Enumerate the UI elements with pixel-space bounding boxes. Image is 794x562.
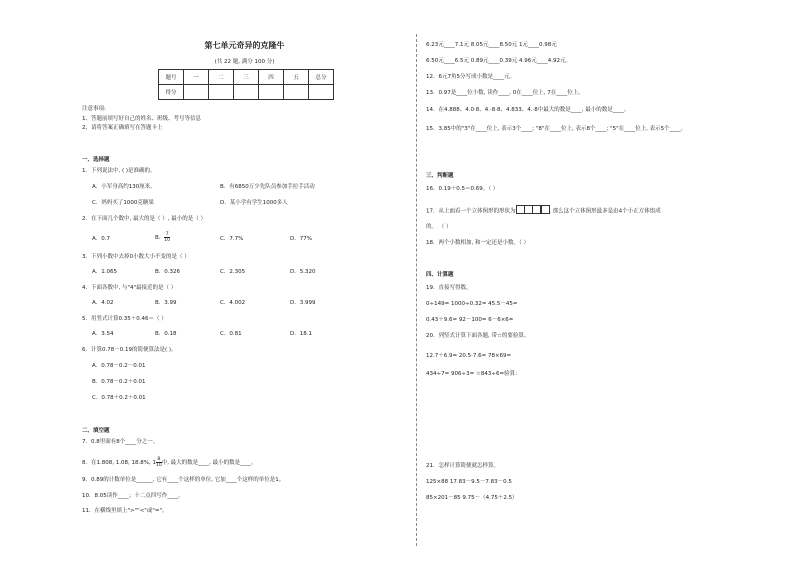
question-11: 11．在横线里填上">""<"或"="。	[82, 508, 168, 514]
page-subtitle: (共 22 题, 满分 100 分)	[214, 59, 275, 65]
question-15: 15．3.85中的"3"在____位上, 表示3个____; "8"在____位上, 表示8个____; "5"在____位上, 表示5个____。	[426, 126, 687, 132]
score-header-cell: 四	[259, 70, 284, 85]
question-18: 18．两个小数相加, 和一定还是小数。（ ）	[426, 240, 529, 246]
option-a[interactable]: A．0.7	[92, 236, 111, 242]
score-header-cell: 五	[284, 70, 309, 85]
score-header-cell: 一	[184, 70, 209, 85]
question-17-tail: 的。 （ ）	[426, 224, 452, 230]
compare-row-1: 6.23元____7.1元 8.05元____8.50元 1元____0.98元	[426, 42, 557, 48]
option-d[interactable]: D．5.320	[290, 269, 316, 275]
score-cell[interactable]	[234, 85, 259, 100]
option-b[interactable]: B．0.326	[155, 269, 181, 275]
question-16: 16．0.19＋0.5＝0.69。（ ）	[426, 186, 499, 192]
option-b[interactable]: B．0.18	[155, 331, 177, 337]
option-a[interactable]: A．小军身高约130厘米。	[92, 184, 156, 190]
score-cell[interactable]	[259, 85, 284, 100]
score-header-row	[159, 70, 334, 85]
section-heading-choice: 一、选择题	[82, 157, 110, 163]
column-divider	[416, 34, 417, 546]
notice-heading: 注意事项:	[82, 106, 106, 112]
question-19: 19．直接写得数。	[426, 285, 472, 291]
calc-row: 0.43＋9.6= 92－100= 6－6×6=	[426, 317, 514, 323]
question-8-suffix: 中, 最大的数是____, 最小的数是____。	[161, 460, 257, 466]
question-13: 13．0.97是____位小数, 读作____, 0在____位上, 7在____位上。	[426, 90, 584, 96]
option-c[interactable]: C．0.78＋0.2＋0.01	[92, 395, 146, 401]
section-heading-calc: 四、计算题	[426, 272, 454, 278]
option-b[interactable]: B．有6850万少先队员参加手拉手活动	[220, 184, 315, 190]
fraction-numerator: 8	[157, 457, 161, 462]
score-value-row	[159, 85, 334, 100]
question-8-prefix: 8．在1.808, 1.08, 18.8%, 1	[82, 460, 156, 466]
option-c[interactable]: C．0.81	[220, 331, 242, 337]
fraction-denominator: 10	[164, 238, 171, 243]
question-2: 2．在下面几个数中, 最大的是（ ）, 最小的是（ ）	[82, 216, 206, 222]
option-d[interactable]: D．3.999	[290, 300, 316, 306]
option-b[interactable]: B．3.99	[155, 300, 177, 306]
option-c[interactable]: C．4.002	[220, 300, 246, 306]
question-3: 3．下列小数中去掉0小数大小不变的是（ ）	[82, 254, 190, 260]
option-b[interactable]: B．0.78－0.2＋0.01	[92, 379, 146, 385]
question-14: 14．在4.888、4.0·8、4.·8·8、4.833、4.·8中最大的数是____, 最小的数是____。	[426, 107, 630, 113]
option-c[interactable]: C．2.305	[220, 269, 246, 275]
question-10: 10．8.05读作____；十二点四写作____。	[82, 493, 184, 499]
option-c[interactable]: C．妈妈买了1000克糖果	[92, 200, 154, 206]
score-header-cell: 二	[209, 70, 234, 85]
score-header-cell: 总分	[309, 70, 334, 85]
score-header-cell: 三	[234, 70, 259, 85]
question-8	[82, 457, 257, 468]
fraction	[164, 232, 170, 243]
score-row-label: 得分	[159, 85, 184, 100]
question-1: 1．下列说法中, ( )是准确的。	[82, 168, 156, 174]
score-header-cell: 题号	[159, 70, 184, 85]
question-5: 5．用竖式计算0.35＋0.46＝（ ）	[82, 316, 167, 322]
question-4: 4．下面各数中, 与"4"最接近的是（ ）	[82, 285, 177, 291]
score-cell[interactable]	[309, 85, 334, 100]
section-heading-judge: 三、判断题	[426, 173, 454, 179]
notice-item: 2、请将答案正确填写在答题卡上	[82, 125, 163, 131]
option-d[interactable]: D．77%	[290, 236, 312, 242]
fraction-numerator: 7	[165, 232, 169, 237]
option-a[interactable]: A．1.065	[92, 269, 118, 275]
top-view-shape-icon	[516, 205, 550, 217]
option-c[interactable]: C．7.7%	[220, 236, 244, 242]
page-title: 第七单元奇异的克隆牛	[204, 41, 285, 50]
question-7: 7．0.8里面有8个____分之一。	[82, 439, 159, 445]
score-cell[interactable]	[209, 85, 234, 100]
question-17-prefix: 17．从上面看一个立体图形的形状为	[426, 208, 516, 215]
option-a[interactable]: A．3.54	[92, 331, 114, 337]
question-20: 20．列竖式计算下面各题, 带☆的要验算。	[426, 333, 530, 339]
question-9: 9．0.89的计数单位是______, 它有____个这样的单位, 它加____个这样的单位是1。	[82, 477, 285, 483]
calc-row: 85×201－85 9.75－（4.75＋2.5）	[426, 495, 518, 501]
option-a[interactable]: A．4.02	[92, 300, 114, 306]
question-12: 12．6元7角5分写成小数是____元。	[426, 74, 515, 80]
calc-row: 434÷7= 906÷3= ☆843÷6=验算：	[426, 371, 521, 377]
question-17	[426, 205, 661, 217]
question-21: 21．怎样计算简便就怎样算。	[426, 463, 499, 469]
notice-item: 1、答题前填写好自己的姓名、班级、考号等信息	[82, 116, 202, 122]
option-a[interactable]: A．0.78－0.2－0.01	[92, 363, 146, 369]
score-cell[interactable]	[284, 85, 309, 100]
option-d[interactable]: D．18.1	[290, 331, 312, 337]
section-heading-fill: 二、填空题	[82, 428, 110, 434]
option-b-prefix: B．	[155, 235, 165, 241]
question-17-suffix: , 那么这个立体图形最多是由4个小正方体组成	[549, 208, 661, 215]
score-cell[interactable]	[184, 85, 209, 100]
compare-row-2: 6.50元____6.5元 0.89元____0.39元 4.96元____4.92元。	[426, 58, 571, 64]
question-6: 6．计算0.78－0.19的简便算法是( )。	[82, 347, 177, 353]
calc-row: 125×88 17.83－9.5－7.83－0.5	[426, 479, 512, 485]
option-b[interactable]	[155, 232, 170, 243]
calc-row: 12.7＋6.9= 20.5·7.6= 78×69=	[426, 353, 512, 359]
score-table	[158, 69, 334, 100]
calc-row: 0÷149= 1000÷0.32= 45.5－45=	[426, 301, 518, 307]
fraction-denominator: 10	[155, 463, 162, 468]
option-d[interactable]: D．某小学有学生1000多人	[220, 200, 288, 206]
